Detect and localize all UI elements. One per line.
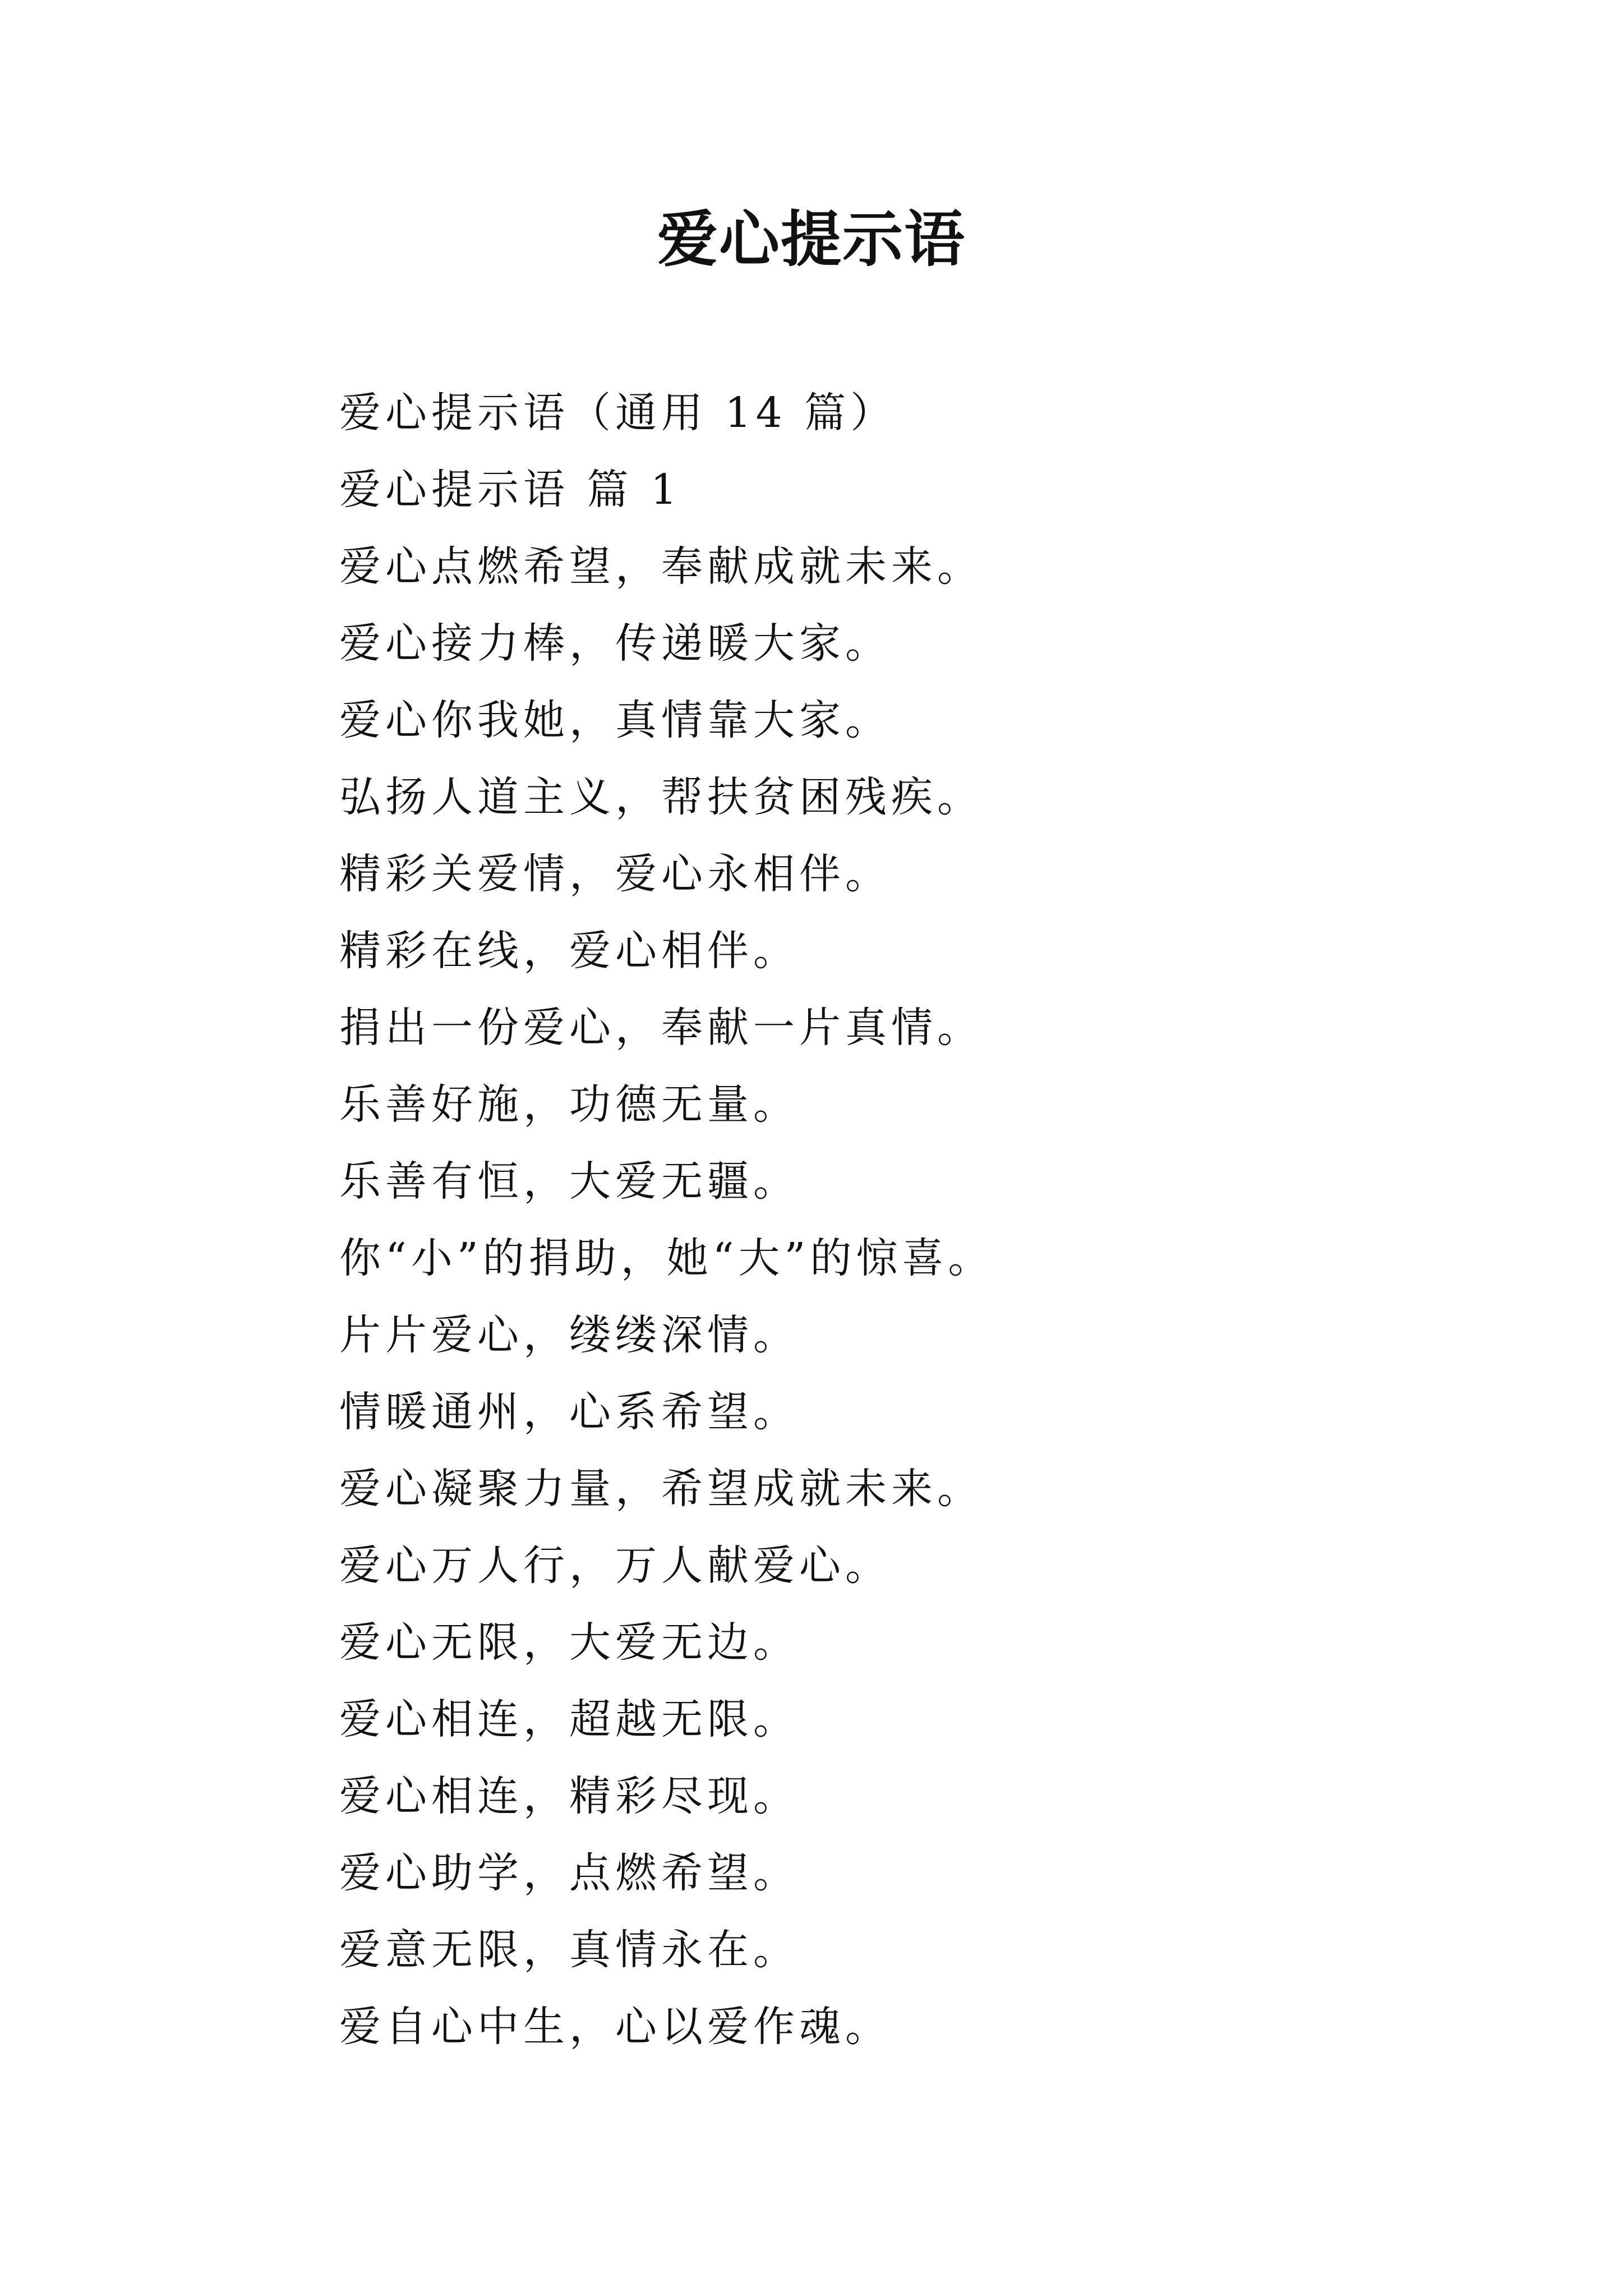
text-line: 爱心点燃希望，奉献成就未来。 bbox=[339, 542, 983, 591]
text-line: 情暖通州，心系希望。 bbox=[339, 1388, 799, 1436]
text-line: 精彩关爱情，爱心永相伴。 bbox=[339, 850, 891, 898]
text-line: 爱心相连，精彩尽现。 bbox=[339, 1772, 799, 1820]
text-line: 爱心相连，超越无限。 bbox=[339, 1695, 799, 1743]
text-line: 捐出一份爱心，奉献一片真情。 bbox=[339, 1004, 983, 1052]
text-line: 乐善好施，功德无量。 bbox=[339, 1080, 799, 1129]
text-line: 你“小”的捐助，她“大”的惊喜。 bbox=[339, 1234, 994, 1282]
text-line: 爱心接力棒，传递暖大家。 bbox=[339, 619, 891, 668]
text-line: 爱意无限，真情永在。 bbox=[339, 1926, 799, 1974]
text-line: 爱心你我她，真情靠大家。 bbox=[339, 696, 891, 744]
text-line: 爱心无限，大爱无边。 bbox=[339, 1618, 799, 1667]
text-line: 爱心万人行，万人献爱心。 bbox=[339, 1542, 891, 1590]
text-line: 精彩在线，爱心相伴。 bbox=[339, 927, 799, 975]
text-line: 弘扬人道主义，帮扶贫困残疾。 bbox=[339, 773, 983, 821]
text-line: 乐善有恒，大爱无疆。 bbox=[339, 1157, 799, 1205]
document-body bbox=[339, 375, 1517, 2065]
text-line: 爱自心中生，心以爱作魂。 bbox=[339, 2003, 891, 2051]
text-line: 爱心凝聚力量，希望成就未来。 bbox=[339, 1465, 983, 1513]
document-title: 爱心提示语 bbox=[657, 204, 966, 275]
section-heading: 爱心提示语 篇 1 bbox=[339, 466, 682, 514]
text-line: 爱心助学，点燃希望。 bbox=[339, 1849, 799, 1897]
subtitle-line: 爱心提示语（通用 14 篇） bbox=[339, 389, 897, 437]
text-line: 片片爱心，缕缕深情。 bbox=[339, 1311, 799, 1359]
